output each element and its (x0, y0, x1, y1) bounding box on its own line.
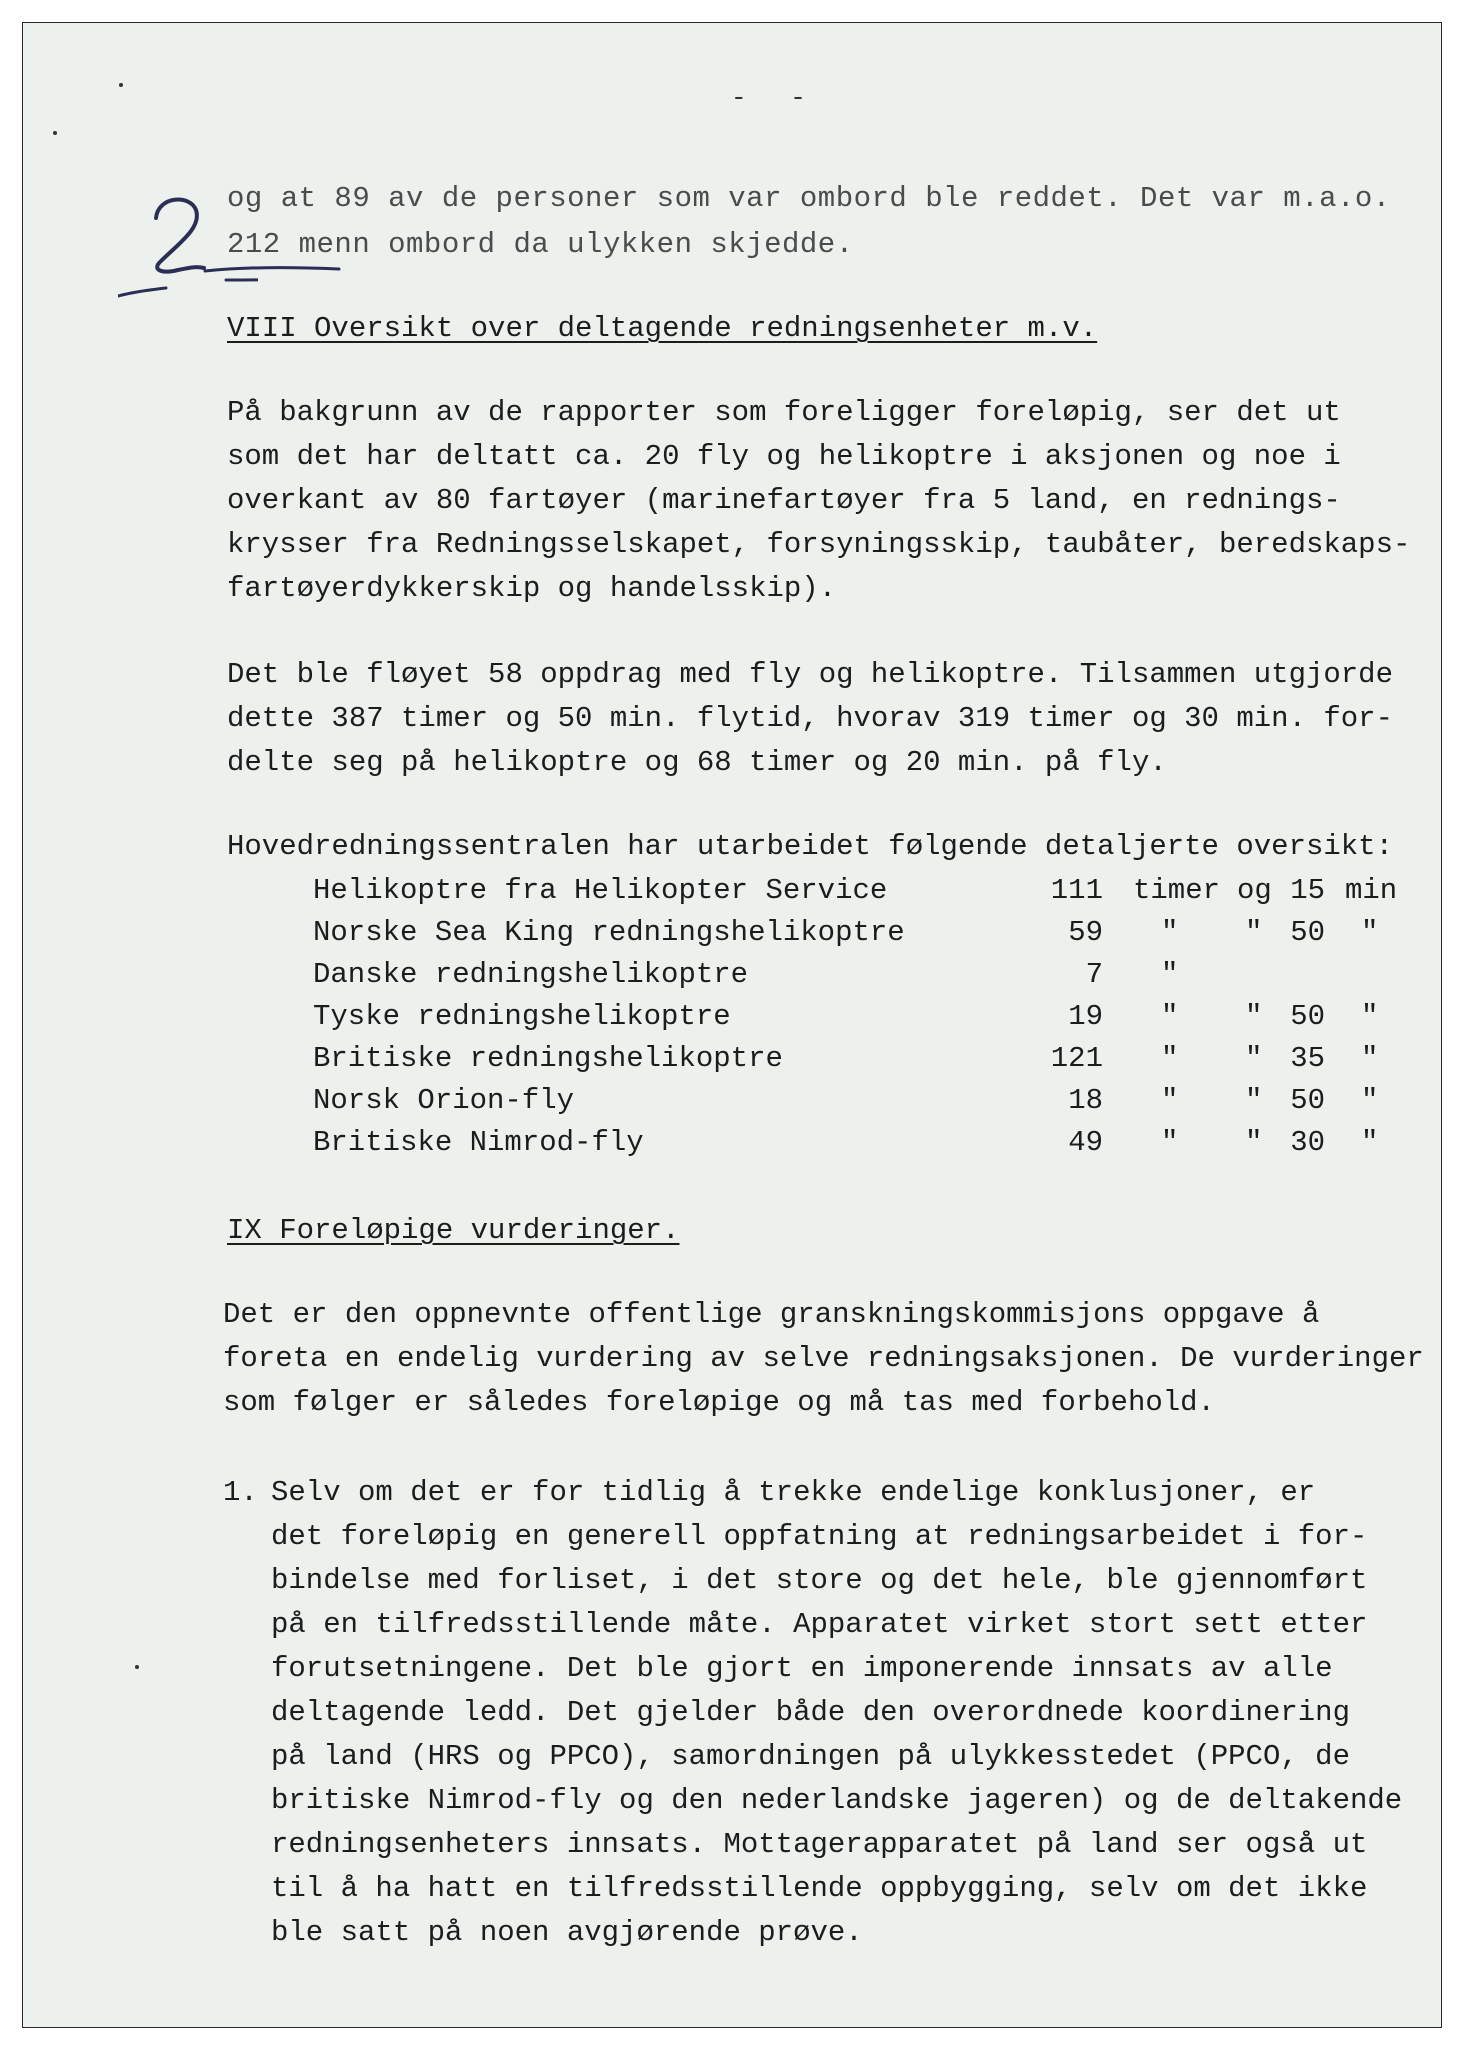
list-item-line: forutsetningene. Det ble gjort en imponerende innsats av alle (271, 1652, 1333, 1685)
unit-name: Danske redningshelikoptre (313, 958, 749, 991)
unit-name: Norske Sea King redningshelikoptre (313, 916, 905, 949)
paragraph-line: fartøyerdykkerskip og handelsskip). (227, 572, 837, 605)
minutes-value: 15 (1290, 874, 1325, 907)
og-label: og (1237, 874, 1272, 907)
unit-name: Britiske redningshelikoptre (313, 1042, 783, 1075)
paragraph-line: delte seg på helikoptre og 68 timer og 20 min. på fly. (227, 746, 1167, 779)
og-label: " (1245, 1084, 1263, 1117)
speck (53, 131, 57, 135)
unit-name: Helikoptre fra Helikopter Service (313, 874, 888, 907)
minutes-unit: min (1345, 874, 1398, 907)
handwritten-underline (203, 263, 343, 275)
minutes-unit: " (1361, 1042, 1379, 1075)
unit-name: Norsk Orion-fly (313, 1084, 575, 1117)
hours-value: 18 (1068, 1084, 1103, 1117)
og-label: " (1245, 1000, 1263, 1033)
paragraph-line: På bakgrunn av de rapporter som foreligger foreløpig, ser det ut (227, 396, 1341, 429)
list-item-line: ble satt på noen avgjørende prøve. (271, 1916, 863, 1949)
hours-unit: " (1161, 916, 1179, 949)
paragraph-line: overkant av 80 fartøyer (marinefartøyer fra 5 land, en rednings- (227, 484, 1341, 517)
minutes-value: 35 (1290, 1042, 1325, 1075)
minutes-value: 50 (1290, 916, 1325, 949)
hours-value: 19 (1068, 1000, 1103, 1033)
paragraph-line: Hovedredningssentralen har utarbeidet følgende detaljerte oversikt: (227, 830, 1393, 863)
intro-line: og at 89 av de personer som var ombord ble reddet. Det var m.a.o. (227, 182, 1391, 215)
paragraph-line: som følger er således foreløpige og må tas med forbehold. (223, 1386, 1215, 1419)
minutes-unit: " (1361, 1000, 1379, 1033)
hours-unit: " (1161, 1126, 1179, 1159)
og-label: " (1245, 1126, 1263, 1159)
minutes-value: 50 (1290, 1084, 1325, 1117)
minutes-unit: " (1361, 916, 1379, 949)
list-item-line: bindelse med forliset, i det store og det hele, ble gjennomført (271, 1564, 1368, 1597)
section-heading: VIII Oversikt over deltagende redningsenheter m.v. (227, 312, 1098, 345)
hours-unit: " (1161, 1042, 1179, 1075)
unit-name: Britiske Nimrod-fly (313, 1126, 644, 1159)
list-item-line: britiske Nimrod-fly og den nederlandske jageren) og de deltakende (271, 1784, 1403, 1817)
speck (135, 1665, 139, 1669)
page-number: - - (731, 83, 820, 113)
document-page (22, 22, 1442, 2028)
hours-unit: " (1161, 1084, 1179, 1117)
paragraph-line: krysser fra Redningsselskapet, forsyningsskip, taubåter, beredskaps- (227, 528, 1411, 561)
unit-name: Tyske redningshelikoptre (313, 1000, 731, 1033)
paragraph-line: Det ble fløyet 58 oppdrag med fly og helikoptre. Tilsammen utgjorde (227, 658, 1393, 691)
hours-value: 121 (1050, 1042, 1103, 1075)
hours-value: 49 (1068, 1126, 1103, 1159)
svg-text:2: 2 (118, 188, 119, 189)
paragraph-line: dette 387 timer og 50 min. flytid, hvorav 319 timer og 30 min. for- (227, 702, 1393, 735)
list-item-line: deltagende ledd. Det gjelder både den overordnede koordinering (271, 1696, 1350, 1729)
minutes-unit: " (1361, 1126, 1379, 1159)
paragraph-line: Det er den oppnevnte offentlige granskningskommisjons oppgave å (223, 1298, 1320, 1331)
speck (119, 83, 123, 87)
intro-line: 212 menn ombord da ulykken skjedde. (227, 228, 854, 261)
list-item-line: det foreløpig en generell oppfatning at redningsarbeidet i for- (271, 1520, 1368, 1553)
list-item-line: på land (HRS og PPCO), samordningen på ulykkesstedet (PPCO, de (271, 1740, 1350, 1773)
section-heading: IX Foreløpige vurderinger. (227, 1214, 680, 1247)
paragraph-line: som det har deltatt ca. 20 fly og helikoptre i aksjonen og noe i (227, 440, 1341, 473)
list-item-line: redningsenheters innsats. Mottagerapparatet på land ser også ut (271, 1828, 1368, 1861)
hours-value: 7 (1085, 958, 1103, 991)
list-item-line: på en tilfredsstillende måte. Apparatet virket stort sett etter (271, 1608, 1368, 1641)
minutes-unit: " (1361, 1084, 1379, 1117)
minutes-value: 50 (1290, 1000, 1325, 1033)
og-label: " (1245, 916, 1263, 949)
hours-unit: timer (1133, 874, 1221, 907)
list-item-line: Selv om det er for tidlig å trekke endelige konklusjoner, er (271, 1476, 1316, 1509)
list-item-line: til å ha hatt en tilfredsstillende oppbygging, selv om det ikke (271, 1872, 1368, 1905)
list-number: 1. (223, 1476, 258, 1509)
hours-unit: " (1161, 1000, 1179, 1033)
og-label: " (1245, 1042, 1263, 1075)
hours-unit: " (1161, 958, 1179, 991)
hours-value: 111 (1050, 874, 1103, 907)
hours-value: 59 (1068, 916, 1103, 949)
minutes-value: 30 (1290, 1126, 1325, 1159)
paragraph-line: foreta en endelig vurdering av selve redningsaksjonen. De vurderinger (223, 1342, 1424, 1375)
